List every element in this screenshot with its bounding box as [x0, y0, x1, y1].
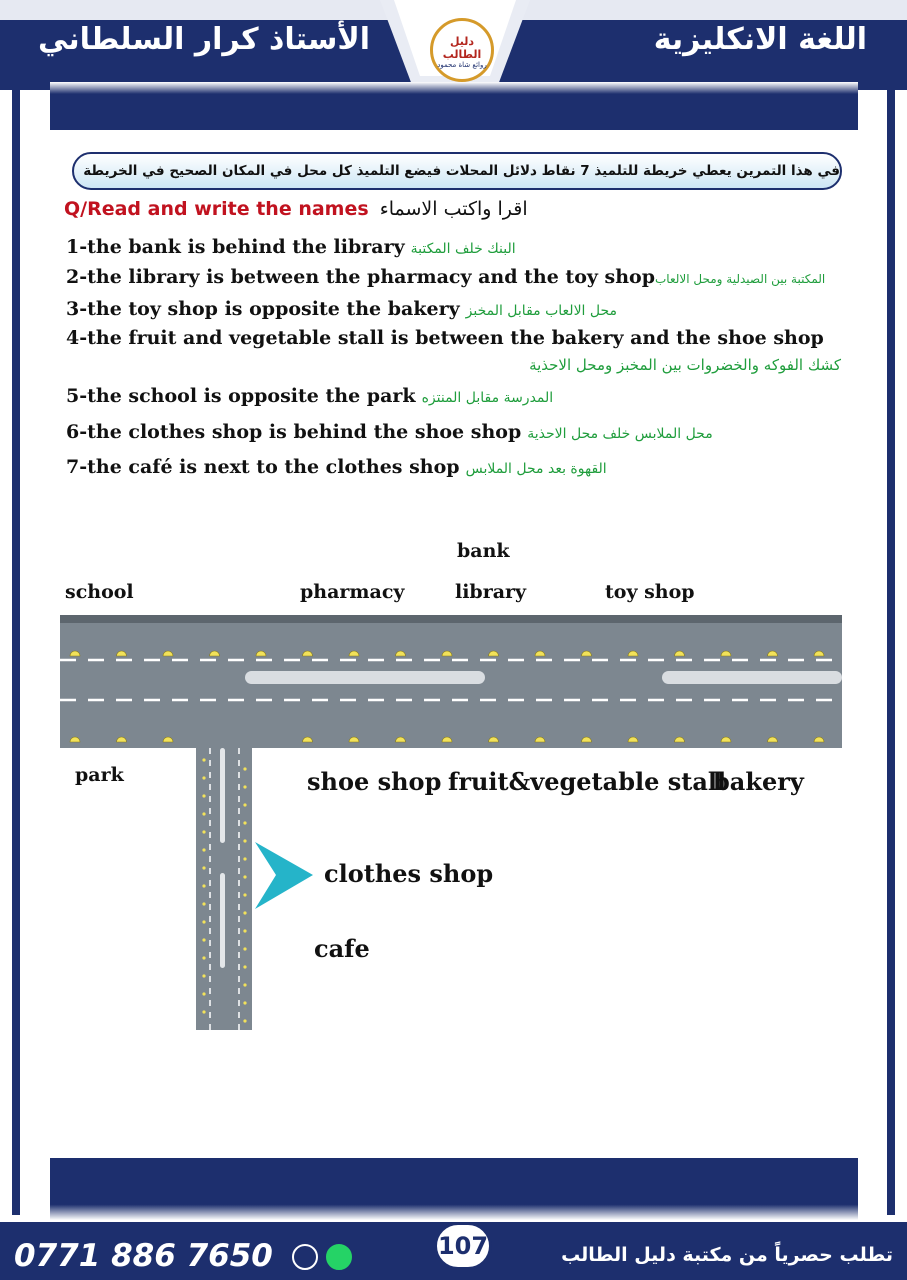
phone-number: 0771 886 7650: [14, 1238, 273, 1274]
side-road-light: [243, 1001, 246, 1004]
sentence-2: [66, 266, 825, 288]
map-label-clothes-shop: clothes shop: [324, 859, 494, 888]
side-road-light: [243, 911, 246, 914]
sentence-5-en: 5-the school is opposite the park: [66, 385, 416, 407]
side-road-light: [243, 947, 246, 950]
side-road-light: [202, 1010, 205, 1013]
side-road-light: [243, 1019, 246, 1022]
sentence-5: [66, 385, 553, 407]
question-arabic: اقرا واكتب الاسماء: [379, 198, 528, 220]
question-label: Q/Read and write the names: [64, 198, 369, 220]
side-road-light: [243, 839, 246, 842]
teacher-name: الأستاذ كرار السلطاني: [38, 22, 371, 57]
side-road-light: [202, 794, 205, 797]
logo-title: دليل الطالب: [442, 35, 482, 61]
road-map: [60, 615, 842, 1030]
map-label-shoe-shop: shoe shop: [307, 767, 442, 796]
sentence-2-ar: المكتبة بين الصيدلية ومحل الالعاب: [655, 272, 826, 286]
sentence-3: [66, 298, 617, 320]
median-strip-left: [245, 671, 485, 684]
median-strip-right: [662, 671, 842, 684]
side-road-light: [202, 812, 205, 815]
sentence-6-ar: محل الملابس خلف محل الاحذية: [527, 426, 713, 442]
page-number: 107: [437, 1232, 489, 1260]
sentence-1-en: 1-the bank is behind the library: [66, 236, 405, 258]
sentence-7-ar: القهوة بعد محل الملابس: [465, 461, 607, 477]
side-road-light: [202, 848, 205, 851]
frame-right: [887, 75, 895, 1215]
side-road-light: [202, 758, 205, 761]
frame-left: [12, 75, 20, 1215]
map-label-bank: bank: [457, 540, 510, 562]
question-heading: [64, 198, 528, 220]
arrow-icon: [255, 842, 313, 909]
side-road-light: [243, 983, 246, 986]
sentence-1: [66, 236, 516, 258]
sentence-4-en: 4-the fruit and vegetable stall is between the bakery and the shoe shop: [66, 327, 824, 349]
sentence-6-en: 6-the clothes shop is behind the shoe shop: [66, 421, 522, 443]
sentence-4-ar: كشك الفوكه والخضروات بين المخبز ومحل الاحذية: [529, 356, 841, 374]
phone-icon: [292, 1244, 318, 1270]
side-road-light: [243, 965, 246, 968]
map-label-school: school: [65, 581, 134, 603]
instruction-banner: في هذا التمرين يعطي خريطة للتلميذ 7 نقاط دلائل المحلات فيضع التلميذ كل محل في المكان الصحيح في الخريطة: [72, 152, 842, 190]
side-road-light: [202, 992, 205, 995]
side-road-light: [202, 776, 205, 779]
side-road-light: [243, 821, 246, 824]
map-label-park: park: [75, 764, 124, 786]
sentence-1-ar: البنك خلف المكتبة: [410, 241, 516, 257]
map-label-cafe: cafe: [314, 934, 370, 963]
side-road-light: [243, 875, 246, 878]
side-road-light: [243, 929, 246, 932]
whatsapp-icon: [326, 1244, 352, 1270]
map-label-bakery: bakery: [713, 767, 804, 796]
top-decor-band: [50, 82, 858, 130]
side-road-light: [243, 785, 246, 788]
sentence-6: [66, 421, 713, 443]
map-label-toy-shop: toy shop: [605, 581, 695, 603]
map-label-library: library: [455, 581, 527, 603]
side-road-light: [202, 920, 205, 923]
side-road-light: [243, 803, 246, 806]
side-road-light: [243, 767, 246, 770]
road-edge-top: [60, 615, 842, 623]
bottom-decor-band: [50, 1158, 858, 1220]
side-median-top: [220, 748, 225, 843]
side-road-light: [202, 884, 205, 887]
sentence-7-en: 7-the café is next to the clothes shop: [66, 456, 460, 478]
sentence-2-en: 2-the library is between the pharmacy and the toy shop: [66, 266, 655, 288]
subject-title: اللغة الانكليزية: [653, 22, 867, 57]
side-road-light: [243, 893, 246, 896]
page-number-badge: [434, 1222, 492, 1270]
side-road-light: [202, 956, 205, 959]
side-road-light: [243, 857, 246, 860]
side-road-light: [202, 830, 205, 833]
footer-tagline: تطلب حصرياً من مكتبة دليل الطالب: [561, 1244, 893, 1266]
map-label-fruit-stall: fruit&vegetable stall: [448, 767, 727, 796]
publisher-logo: [430, 18, 494, 82]
sentence-5-ar: المدرسة مقابل المنتزه: [421, 390, 554, 406]
sentence-7: [66, 456, 607, 478]
side-road-light: [202, 938, 205, 941]
map-label-pharmacy: pharmacy: [300, 581, 405, 603]
side-road-light: [202, 866, 205, 869]
sentence-3-ar: محل الالعاب مقابل المخبز: [465, 303, 618, 319]
side-road-light: [202, 902, 205, 905]
sentence-4: [66, 327, 824, 349]
side-median-bottom: [220, 873, 225, 968]
logo-subtitle: روائع شاة محمود: [437, 61, 487, 69]
side-road-light: [202, 974, 205, 977]
sentence-3-en: 3-the toy shop is opposite the bakery: [66, 298, 460, 320]
